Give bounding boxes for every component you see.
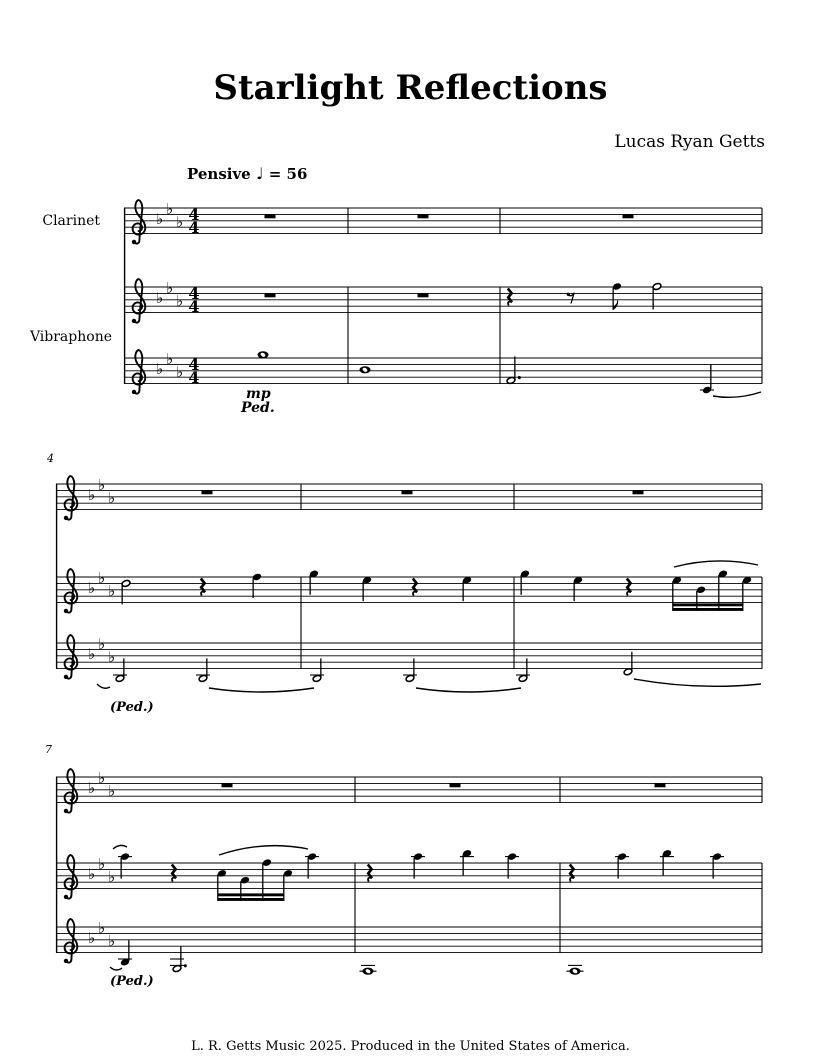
quarter-note-icon: ♩ xyxy=(255,164,264,183)
svg-text:♭: ♭ xyxy=(156,288,164,307)
svg-text:♭: ♭ xyxy=(176,213,184,231)
copyright-footer: L. R. Getts Music 2025. Produced in the United States of America. xyxy=(191,1039,630,1054)
svg-text:♭: ♭ xyxy=(98,919,106,938)
svg-text:♭: ♭ xyxy=(166,279,174,298)
svg-text:♭: ♭ xyxy=(88,928,96,947)
svg-text:♭: ♭ xyxy=(166,350,174,369)
system xyxy=(56,769,762,975)
svg-text:♭: ♭ xyxy=(98,569,106,588)
system xyxy=(124,200,762,397)
instrument-label-vibraphone: Vibraphone xyxy=(29,329,112,345)
piece-title: Starlight Reflections xyxy=(213,68,608,108)
svg-text:♭: ♭ xyxy=(88,485,96,504)
svg-text:♭: ♭ xyxy=(108,489,116,507)
svg-text:♭: ♭ xyxy=(156,359,164,378)
svg-text:♭: ♭ xyxy=(156,209,164,228)
svg-text:4: 4 xyxy=(188,218,200,238)
svg-text:4: 4 xyxy=(188,297,200,317)
svg-text:♭: ♭ xyxy=(98,855,106,874)
svg-text:4: 4 xyxy=(188,354,200,374)
tempo-marking xyxy=(187,164,307,183)
svg-text:♭: ♭ xyxy=(176,292,184,310)
svg-text:4: 4 xyxy=(188,368,200,388)
pedal-resume-marking-sys2: (Ped.) xyxy=(110,700,154,715)
pedal-marking: Ped. xyxy=(241,400,275,416)
svg-text:♭: ♭ xyxy=(98,635,106,654)
svg-text:♭: ♭ xyxy=(108,648,116,666)
instrument-label-clarinet: Clarinet xyxy=(42,213,100,229)
dynamic-mp: mp xyxy=(246,386,271,402)
composer-name: Lucas Ryan Getts xyxy=(614,132,765,152)
svg-text:♭: ♭ xyxy=(98,769,106,788)
svg-text:♭: ♭ xyxy=(88,644,96,663)
svg-text:♭: ♭ xyxy=(88,578,96,597)
svg-text:4: 4 xyxy=(188,283,200,303)
tempo-mood: Pensive xyxy=(187,165,251,183)
svg-text:♭: ♭ xyxy=(176,363,184,381)
svg-text:♭: ♭ xyxy=(108,782,116,800)
pedal-resume-marking-sys3: (Ped.) xyxy=(110,974,154,989)
svg-text:♭: ♭ xyxy=(98,476,106,495)
svg-text:♭: ♭ xyxy=(88,864,96,883)
tempo-value: = 56 xyxy=(268,165,308,183)
svg-text:♭: ♭ xyxy=(166,200,174,219)
svg-text:♭: ♭ xyxy=(88,778,96,797)
svg-text:♭: ♭ xyxy=(108,932,116,950)
svg-text:♭: ♭ xyxy=(108,868,116,886)
svg-text:♭: ♭ xyxy=(108,582,116,600)
measure-number-4: 4 xyxy=(47,452,54,465)
system xyxy=(56,476,762,692)
measure-number-7: 7 xyxy=(45,743,52,756)
svg-text:4: 4 xyxy=(188,204,200,224)
